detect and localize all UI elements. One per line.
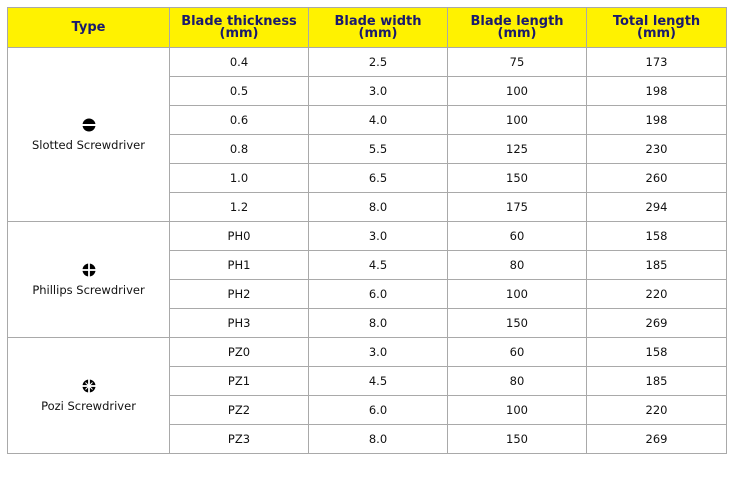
blade-thickness-cell: PH2 bbox=[170, 280, 309, 309]
total-length-cell: 158 bbox=[587, 338, 727, 367]
blade-length-cell: 75 bbox=[448, 48, 587, 77]
blade-length-cell: 100 bbox=[448, 77, 587, 106]
blade-length-cell: 150 bbox=[448, 425, 587, 454]
table-row bbox=[8, 338, 727, 367]
blade-thickness-cell: PZ1 bbox=[170, 367, 309, 396]
blade-thickness-cell: PH0 bbox=[170, 222, 309, 251]
blade-length-cell: 100 bbox=[448, 280, 587, 309]
slotted-icon bbox=[82, 118, 96, 132]
total-length-cell: 220 bbox=[587, 396, 727, 425]
blade-width-cell: 6.0 bbox=[309, 396, 448, 425]
header-blade-width: Blade width (mm) bbox=[309, 8, 448, 48]
blade-width-cell: 6.5 bbox=[309, 164, 448, 193]
type-cell bbox=[8, 48, 170, 222]
blade-length-cell: 125 bbox=[448, 135, 587, 164]
blade-thickness-cell: PZ0 bbox=[170, 338, 309, 367]
phillips-icon bbox=[82, 263, 96, 277]
blade-width-cell: 3.0 bbox=[309, 222, 448, 251]
blade-thickness-cell: PH1 bbox=[170, 251, 309, 280]
header-type: Type bbox=[8, 8, 170, 48]
blade-width-cell: 4.5 bbox=[309, 367, 448, 396]
blade-thickness-cell: 0.5 bbox=[170, 77, 309, 106]
blade-thickness-cell: PH3 bbox=[170, 309, 309, 338]
total-length-cell: 260 bbox=[587, 164, 727, 193]
type-cell bbox=[8, 338, 170, 454]
blade-width-cell: 5.5 bbox=[309, 135, 448, 164]
pozi-icon bbox=[82, 379, 96, 393]
blade-width-cell: 2.5 bbox=[309, 48, 448, 77]
blade-length-cell: 150 bbox=[448, 309, 587, 338]
type-label: Slotted Screwdriver bbox=[32, 137, 145, 152]
blade-thickness-cell: 0.6 bbox=[170, 106, 309, 135]
blade-width-cell: 4.5 bbox=[309, 251, 448, 280]
total-length-cell: 230 bbox=[587, 135, 727, 164]
header-blade-length: Blade length (mm) bbox=[448, 8, 587, 48]
blade-thickness-cell: PZ3 bbox=[170, 425, 309, 454]
table-row bbox=[8, 222, 727, 251]
blade-length-cell: 60 bbox=[448, 222, 587, 251]
total-length-cell: 220 bbox=[587, 280, 727, 309]
table-header bbox=[8, 8, 727, 48]
blade-width-cell: 8.0 bbox=[309, 309, 448, 338]
total-length-cell: 173 bbox=[587, 48, 727, 77]
total-length-cell: 158 bbox=[587, 222, 727, 251]
table-body bbox=[8, 48, 727, 454]
blade-thickness-cell: 1.2 bbox=[170, 193, 309, 222]
blade-thickness-cell: 1.0 bbox=[170, 164, 309, 193]
blade-length-cell: 175 bbox=[448, 193, 587, 222]
blade-width-cell: 3.0 bbox=[309, 338, 448, 367]
total-length-cell: 294 bbox=[587, 193, 727, 222]
blade-length-cell: 150 bbox=[448, 164, 587, 193]
header-total-length: Total length (mm) bbox=[587, 8, 727, 48]
blade-width-cell: 4.0 bbox=[309, 106, 448, 135]
blade-width-cell: 8.0 bbox=[309, 193, 448, 222]
blade-length-cell: 80 bbox=[448, 251, 587, 280]
total-length-cell: 185 bbox=[587, 251, 727, 280]
type-cell bbox=[8, 222, 170, 338]
type-label: Pozi Screwdriver bbox=[41, 398, 136, 413]
blade-length-cell: 100 bbox=[448, 106, 587, 135]
total-length-cell: 198 bbox=[587, 106, 727, 135]
header-blade-thickness: Blade thickness (mm) bbox=[170, 8, 309, 48]
blade-width-cell: 6.0 bbox=[309, 280, 448, 309]
total-length-cell: 269 bbox=[587, 425, 727, 454]
type-label: Phillips Screwdriver bbox=[32, 282, 145, 297]
blade-thickness-cell: PZ2 bbox=[170, 396, 309, 425]
screwdriver-spec-table bbox=[7, 7, 727, 454]
header-row bbox=[8, 8, 727, 48]
blade-width-cell: 8.0 bbox=[309, 425, 448, 454]
blade-thickness-cell: 0.8 bbox=[170, 135, 309, 164]
total-length-cell: 198 bbox=[587, 77, 727, 106]
blade-length-cell: 100 bbox=[448, 396, 587, 425]
total-length-cell: 269 bbox=[587, 309, 727, 338]
blade-length-cell: 60 bbox=[448, 338, 587, 367]
blade-thickness-cell: 0.4 bbox=[170, 48, 309, 77]
total-length-cell: 185 bbox=[587, 367, 727, 396]
blade-length-cell: 80 bbox=[448, 367, 587, 396]
table-row bbox=[8, 48, 727, 77]
blade-width-cell: 3.0 bbox=[309, 77, 448, 106]
